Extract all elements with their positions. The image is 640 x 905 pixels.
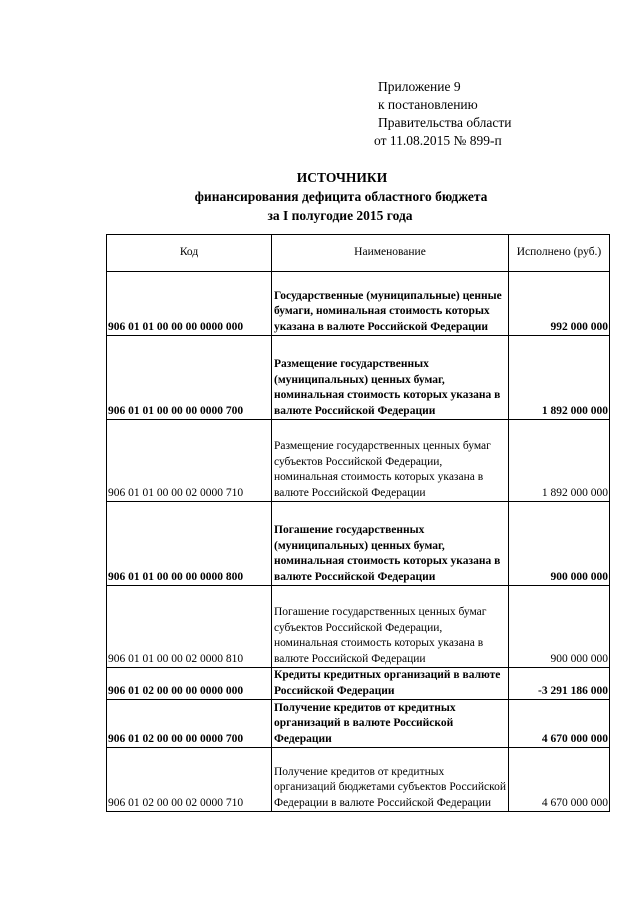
row-value: -3 291 186 000 (509, 668, 610, 700)
title-line-2: финансирования дефицита областного бюджета (194, 189, 488, 204)
row-value: 992 000 000 (509, 272, 610, 336)
row-code: 906 01 01 00 00 00 0000 800 (107, 502, 272, 586)
row-value: 4 670 000 000 (509, 700, 610, 748)
appendix-line-4: от 11.08.2015 № 899-п (374, 133, 502, 148)
table-row (107, 668, 610, 700)
row-name: Погашение государственных ценных бумаг субъектов Российской Федерации, номинальная стоимость которых указана в валюте Российской Федерации (272, 586, 509, 668)
row-name: Государственные (муниципальные) ценные бумаги, номинальная стоимость которых указана в валюте Российской Федерации (272, 272, 509, 336)
row-value: 1 892 000 000 (509, 336, 610, 420)
appendix-line-1: Приложение 9 (378, 79, 461, 94)
row-name: Получение кредитов от кредитных организаций бюджетами субъектов Российской Федерации в валюте Российской Федерации (272, 748, 509, 812)
row-code: 906 01 02 00 00 02 0000 710 (107, 748, 272, 812)
row-code: 906 01 01 00 00 00 0000 700 (107, 336, 272, 420)
row-name: Размещение государственных ценных бумаг субъектов Российской Федерации, номинальная стоимость которых указана в валюте Российской Федерации (272, 420, 509, 502)
appendix-line-2: к постановлению (378, 97, 478, 112)
row-value: 4 670 000 000 (509, 748, 610, 812)
header-code: Код (107, 235, 272, 272)
row-name: Кредиты кредитных организаций в валюте Российской Федерации (272, 668, 509, 700)
row-name: Получение кредитов от кредитных организаций в валюте Российской Федерации (272, 700, 509, 748)
row-code: 906 01 02 00 00 00 0000 700 (107, 700, 272, 748)
table-row (107, 502, 610, 586)
table-row (107, 700, 610, 748)
appendix-block (374, 78, 512, 150)
title-line-3: за I полугодие 2015 года (267, 208, 413, 223)
table-header-row (107, 235, 610, 272)
table-row (107, 586, 610, 668)
table-row (107, 336, 610, 420)
header-value: Исполнено (руб.) (509, 235, 610, 272)
row-value: 900 000 000 (509, 502, 610, 586)
header-name: Наименование (272, 235, 509, 272)
row-code: 906 01 01 00 00 00 0000 000 (107, 272, 272, 336)
row-code: 906 01 02 00 00 00 0000 000 (107, 668, 272, 700)
row-value: 900 000 000 (509, 586, 610, 668)
title-line-1: ИСТОЧНИКИ (296, 170, 388, 185)
sources-table (106, 234, 610, 812)
table-row (107, 748, 610, 812)
row-name: Погашение государственных (муниципальных) ценных бумаг, номинальная стоимость которых указана в валюте Российской Федерации (272, 502, 509, 586)
row-code: 906 01 01 00 00 02 0000 710 (107, 420, 272, 502)
table-row (107, 420, 610, 502)
row-name: Размещение государственных (муниципальных) ценных бумаг, номинальная стоимость которых указана в валюте Российской Федерации (272, 336, 509, 420)
row-value: 1 892 000 000 (509, 420, 610, 502)
table-row (107, 272, 610, 336)
appendix-line-3: Правительства области (378, 115, 512, 130)
document-title (0, 168, 640, 225)
row-code: 906 01 01 00 00 02 0000 810 (107, 586, 272, 668)
